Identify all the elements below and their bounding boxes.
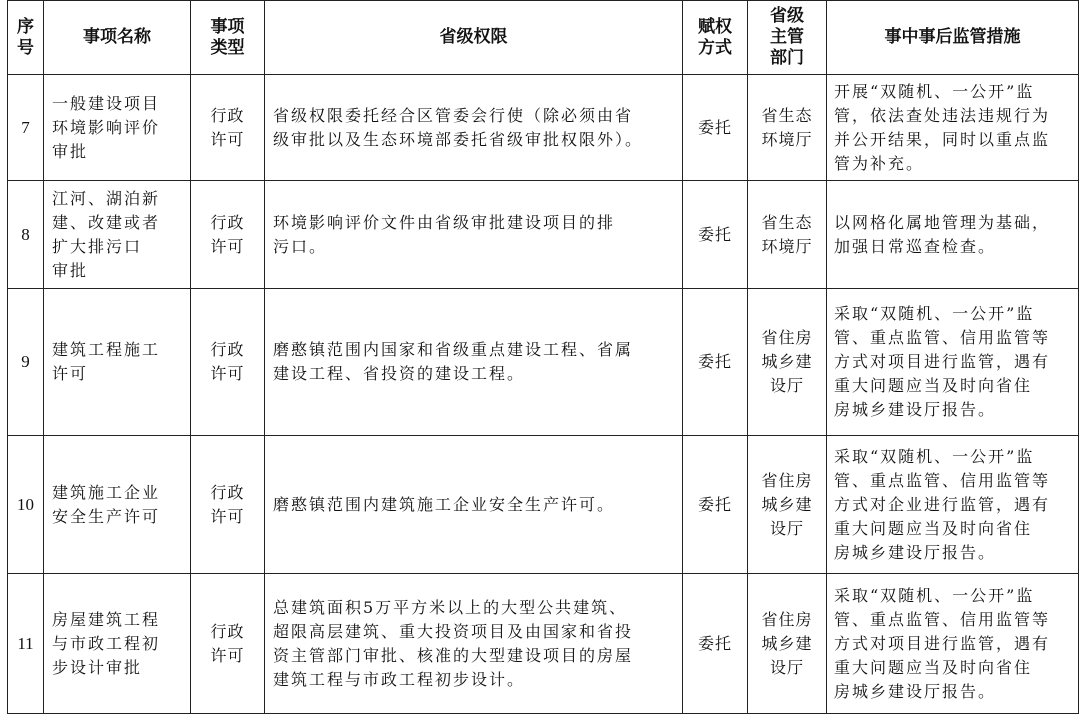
cell-mode: 委托 (683, 75, 748, 181)
header-mode-line: 方式 (698, 37, 732, 58)
cell-supervision (827, 75, 1079, 181)
cell-supervision-line: 采取“双随机、一公开”监 (834, 304, 1035, 323)
header-type-line: 类型 (210, 37, 245, 58)
cell-type-line: 许可 (210, 236, 245, 256)
cell-authority-line: 级审批以及生态环境部委托省级审批权限外）。 (273, 129, 644, 149)
cell-authority-line: 省级权限委托经合区管委会行使（除必须由省 (273, 105, 634, 125)
header-authority: 省级权限 (265, 1, 683, 75)
cell-type-line: 许可 (210, 364, 245, 383)
cell-type-line: 行政 (210, 340, 245, 359)
table-row (8, 436, 1079, 574)
header-seq-line: 序 (17, 16, 34, 37)
cell-authority-line: 超限高层建筑、重大投资项目及由国家和省投 (273, 621, 634, 641)
cell-name-line: 江河、湖泊新 (52, 188, 161, 208)
header-seq-line: 号 (17, 37, 34, 58)
cell-name-line: 审批 (52, 260, 89, 280)
cell-authority-line: 磨憨镇范围内国家和省级重点建设工程、省属 (273, 340, 634, 359)
cell-authority (265, 574, 683, 714)
cell-dept (748, 75, 827, 181)
cell-supervision-line: 房城乡建设厅报告。 (834, 542, 997, 562)
cell-dept (748, 289, 827, 436)
cell-name-line: 一般建设项目 (52, 93, 161, 113)
cell-authority-line: 建筑工程与市政工程初步设计。 (273, 669, 526, 689)
cell-supervision (827, 289, 1079, 436)
cell-name (44, 181, 191, 289)
cell-mode: 委托 (683, 436, 748, 574)
cell-supervision (827, 436, 1079, 574)
table-row (8, 75, 1079, 181)
cell-supervision-line: 重大问题应当及时向省住 (834, 657, 1033, 677)
cell-name-line: 环境影响评价 (52, 117, 161, 137)
cell-supervision-line: 方式对项目进行监管，遇有 (834, 352, 1051, 371)
cell-supervision-line: 管、重点监管、信用监管等 (834, 609, 1051, 629)
cell-type-line: 许可 (210, 129, 245, 149)
cell-type-line: 行政 (210, 482, 245, 502)
cell-dept-line: 省生态 (761, 105, 813, 125)
cell-supervision-line: 采取“双随机、一公开”监 (834, 446, 1035, 466)
cell-dept (748, 181, 827, 289)
header-name: 事项名称 (44, 1, 191, 75)
cell-authority-line: 总建筑面积5万平方米以上的大型公共建筑、 (273, 597, 628, 617)
cell-type-line: 许可 (210, 645, 245, 665)
header-type (191, 1, 265, 75)
cell-type (191, 436, 265, 574)
cell-supervision-line: 方式对项目进行监管，遇有 (834, 633, 1051, 653)
cell-type-line: 行政 (210, 621, 245, 641)
cell-type (191, 75, 265, 181)
cell-name (44, 436, 191, 574)
cell-type (191, 289, 265, 436)
cell-name-line: 步设计审批 (52, 657, 143, 677)
cell-authority-line: 磨憨镇范围内建筑施工企业安全生产许可。 (273, 494, 616, 514)
cell-authority (265, 436, 683, 574)
cell-authority (265, 75, 683, 181)
header-dept-line: 部门 (770, 48, 804, 68)
header-mode-line: 赋权 (698, 16, 732, 37)
cell-type-line: 许可 (210, 506, 245, 526)
cell-seq: 10 (8, 436, 44, 574)
cell-dept-line: 设厅 (769, 657, 804, 677)
cell-supervision-line: 开展“双随机、一公开”监 (834, 81, 1035, 101)
cell-name-line: 建筑工程施工 (52, 340, 161, 359)
header-mode (683, 1, 748, 75)
cell-dept (748, 436, 827, 574)
cell-dept-line: 设厅 (769, 518, 804, 538)
cell-mode: 委托 (683, 574, 748, 714)
cell-supervision-line: 采取“双随机、一公开”监 (834, 585, 1035, 605)
cell-name-line: 与市政工程初 (52, 633, 161, 653)
cell-type-line: 行政 (210, 212, 245, 232)
cell-mode: 委托 (683, 289, 748, 436)
table-row (8, 289, 1079, 436)
supervision-table (7, 0, 1079, 714)
cell-name-line: 扩大排污口 (52, 236, 143, 256)
cell-dept-line: 省住房 (761, 609, 813, 629)
cell-name-line: 安全生产许可 (52, 506, 161, 526)
cell-dept-line: 城乡建 (761, 494, 813, 514)
cell-type (191, 181, 265, 289)
cell-supervision-line: 方式对企业进行监管，遇有 (834, 494, 1051, 514)
cell-supervision-line: 房城乡建设厅报告。 (834, 681, 997, 701)
cell-dept-line: 省住房 (761, 470, 813, 490)
cell-supervision-line: 房城乡建设厅报告。 (834, 400, 997, 419)
header-dept-line: 省级 (770, 6, 804, 26)
cell-name-line: 建筑施工企业 (52, 482, 161, 502)
cell-supervision (827, 181, 1079, 289)
header-seq (8, 1, 44, 75)
cell-seq: 9 (8, 289, 44, 436)
cell-supervision-line: 重大问题应当及时向省住 (834, 518, 1033, 538)
cell-dept-line: 环境厅 (761, 129, 813, 149)
cell-supervision-line: 加强日常巡查检查。 (834, 236, 997, 256)
cell-type-line: 行政 (210, 105, 245, 125)
cell-name-line: 建、改建或者 (52, 212, 161, 232)
cell-name (44, 289, 191, 436)
cell-authority-line: 环境影响评价文件由省级审批建设项目的排 (273, 212, 616, 232)
cell-dept-line: 城乡建 (761, 633, 813, 653)
cell-authority-line: 污口。 (273, 236, 328, 256)
cell-authority (265, 289, 683, 436)
cell-supervision-line: 管为补充。 (834, 153, 925, 173)
header-row (8, 1, 1079, 75)
header-supervision: 事中事后监管措施 (827, 1, 1079, 75)
cell-type (191, 574, 265, 714)
cell-dept-line: 省生态 (761, 212, 813, 232)
cell-name-line: 房屋建筑工程 (52, 609, 161, 629)
cell-name (44, 574, 191, 714)
cell-supervision-line: 管、重点监管、信用监管等 (834, 328, 1051, 347)
table-body (8, 75, 1079, 714)
cell-authority-line: 建设工程、省投资的建设工程。 (273, 364, 526, 383)
cell-seq: 7 (8, 75, 44, 181)
header-type-line: 事项 (210, 16, 245, 37)
cell-seq: 8 (8, 181, 44, 289)
cell-dept-line: 环境厅 (761, 236, 813, 256)
header-dept-line: 主管 (770, 27, 804, 47)
cell-supervision-line: 并公开结果，同时以重点监 (834, 129, 1051, 149)
cell-supervision-line: 重大问题应当及时向省住 (834, 376, 1033, 395)
cell-authority-line: 资主管部门审批、核准的大型建设项目的房屋 (273, 645, 634, 665)
cell-supervision-line: 管、重点监管、信用监管等 (834, 470, 1051, 490)
table-row (8, 574, 1079, 714)
cell-supervision (827, 574, 1079, 714)
cell-name-line: 审批 (52, 141, 89, 161)
table-row (8, 181, 1079, 289)
cell-dept-line: 省住房 (761, 328, 813, 347)
cell-dept-line: 城乡建 (761, 352, 813, 371)
cell-seq: 11 (8, 574, 44, 714)
cell-dept (748, 574, 827, 714)
cell-name (44, 75, 191, 181)
cell-supervision-line: 以网格化属地管理为基础， (834, 212, 1051, 232)
cell-name-line: 许可 (52, 364, 89, 383)
cell-dept-line: 设厅 (769, 376, 804, 395)
cell-mode: 委托 (683, 181, 748, 289)
cell-supervision-line: 管，依法查处违法违规行为 (834, 105, 1051, 125)
cell-authority (265, 181, 683, 289)
header-dept (748, 1, 827, 75)
